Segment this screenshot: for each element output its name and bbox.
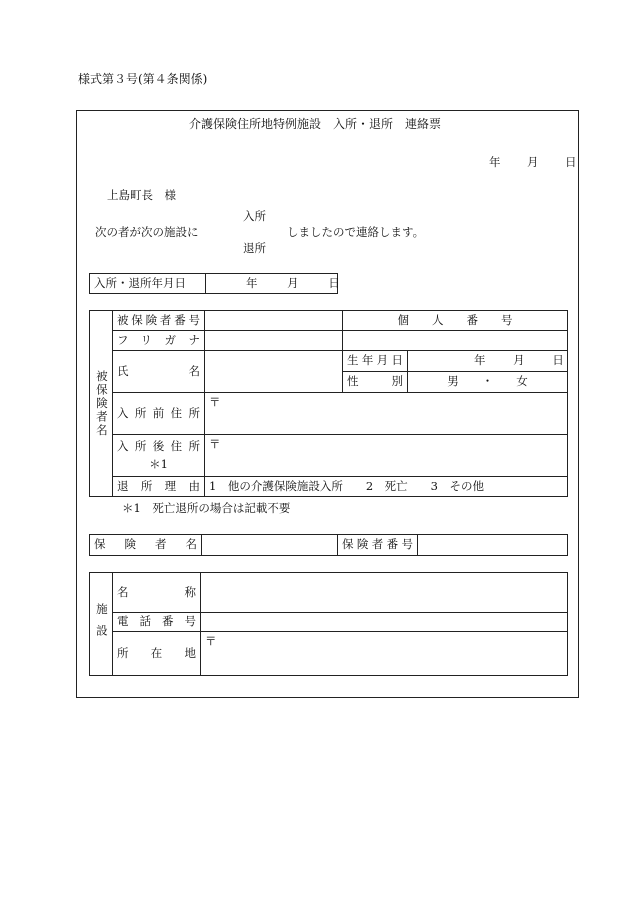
prev-address-label: 入所前住所: [113, 393, 205, 435]
form-number: 様式第３号(第４条関係): [78, 72, 208, 86]
name-label: 氏名: [113, 351, 205, 393]
insurer-name-field[interactable]: [202, 535, 338, 556]
sex-label: 性別: [343, 372, 408, 393]
insurer-name-label: 保険者名: [90, 535, 202, 556]
notice-option-in[interactable]: 入所: [243, 209, 266, 223]
insurer-table: [89, 534, 568, 556]
facility-name-label: 名称: [113, 573, 201, 613]
furigana-label: フリガナ: [113, 331, 205, 351]
move-date-label: 入所・退所年月日: [90, 274, 206, 294]
new-address-note: ＊1: [149, 456, 168, 471]
insured-table: [89, 310, 568, 497]
birth-year: 年: [474, 353, 486, 368]
notice-option-out[interactable]: 退所: [243, 241, 266, 255]
date-year-label: 年: [489, 155, 501, 169]
insured-section-label: 被保険者名: [90, 311, 113, 497]
date-day-label: 日: [565, 155, 577, 169]
notice-prefix: 次の者が次の施設に: [95, 225, 199, 239]
new-address-field[interactable]: [205, 435, 568, 477]
facility-phone-field[interactable]: [201, 613, 568, 632]
facility-address-field[interactable]: [201, 632, 568, 676]
sex-options[interactable]: 男 ・ 女: [408, 372, 568, 393]
move-date-day: 日: [328, 275, 340, 290]
facility-address-label: 所在地: [113, 632, 201, 676]
date-month-label: 月: [527, 155, 539, 169]
footnote: ＊1 死亡退所の場合は記載不要: [122, 501, 291, 515]
reason-options[interactable]: 1 他の介護保険施設入所 2 死亡 3 その他: [205, 477, 568, 497]
birthdate-label: 生年月日: [343, 351, 408, 372]
move-date-year: 年: [246, 275, 258, 290]
form-title: 介護保険住所地特例施設 入所・退所 連絡票: [188, 117, 441, 131]
individual-number-label: 個 人 番 号: [343, 311, 568, 331]
birthdate-field[interactable]: [408, 351, 568, 372]
addressee: 上島町長 様: [107, 188, 176, 202]
individual-number-field[interactable]: [343, 331, 568, 351]
notice-suffix: しましたので連絡します。: [287, 225, 425, 239]
insured-number-field[interactable]: [205, 311, 343, 331]
move-date-table: [89, 273, 338, 294]
facility-name-field[interactable]: [201, 573, 568, 613]
insurer-number-field[interactable]: [418, 535, 568, 556]
new-address-label: 入所後住所: [117, 438, 200, 453]
postal-mark: 〒: [209, 395, 221, 409]
insurer-number-label: 保険者番号: [338, 535, 418, 556]
move-date-month: 月: [287, 275, 299, 290]
name-field[interactable]: [205, 351, 343, 393]
move-date-field[interactable]: [206, 274, 338, 294]
facility-section-label: 施設: [90, 573, 113, 676]
postal-mark: 〒: [209, 437, 221, 451]
prev-address-field[interactable]: [205, 393, 568, 435]
facility-table: [89, 572, 568, 676]
birth-day: 日: [552, 353, 564, 368]
new-address-label-cell: [113, 435, 205, 477]
postal-mark: 〒: [205, 634, 217, 648]
birth-month: 月: [513, 353, 525, 368]
reason-label: 退所理由: [113, 477, 205, 497]
furigana-field[interactable]: [205, 331, 343, 351]
insured-number-label: 被保険者番号: [113, 311, 205, 331]
facility-phone-label: 電話番号: [113, 613, 201, 632]
